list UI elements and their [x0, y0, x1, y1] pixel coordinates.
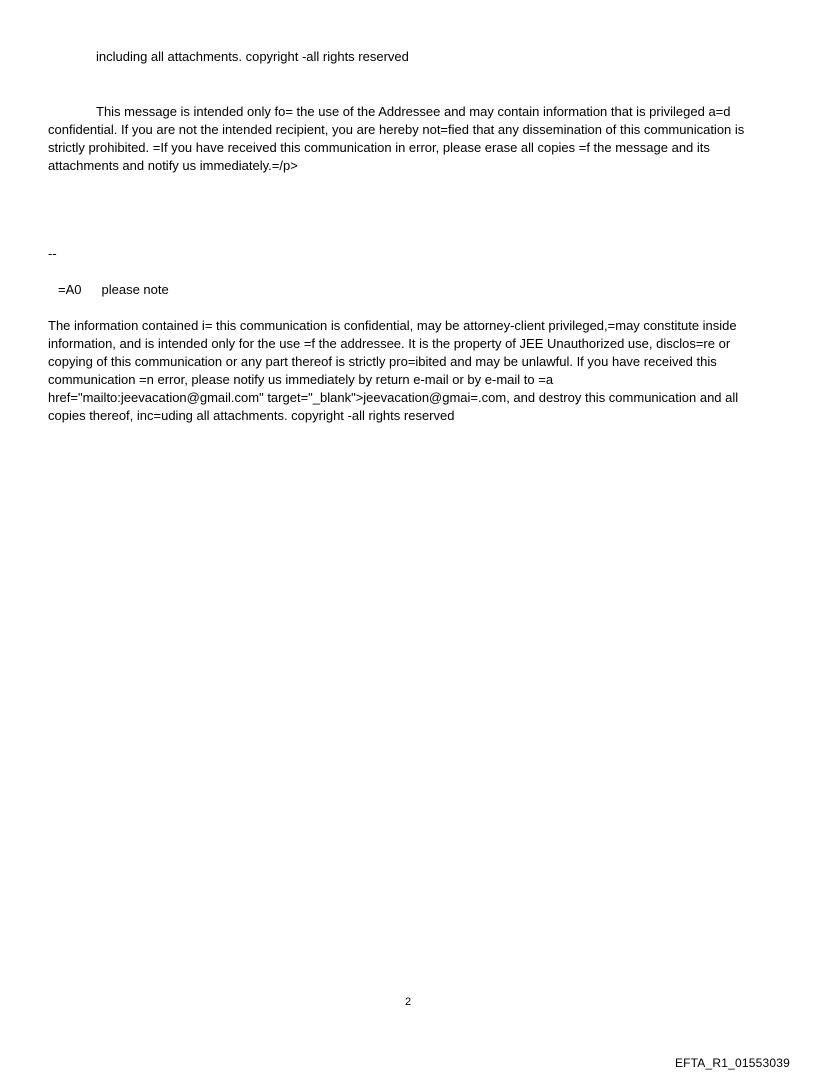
confidentiality-text: This message is intended only fo= the use of the Addressee and may contain information that is privileged a=d confidential. If you are not the intended recipient, you are hereby not=fied that any dissemination of this communication is strictly prohibited. =If you have received this communication in error, please erase all copies =f the message and its attachments and notify us immediately.=/p> [48, 104, 745, 173]
note-label: please note [101, 282, 169, 297]
page-number: 2 [404, 996, 412, 1008]
separator-dashes: -- [48, 246, 57, 261]
bates-identifier: EFTA_R1_01553039 [674, 1056, 790, 1070]
top-line-text: including all attachments. copyright -all rights reserved [96, 49, 409, 64]
note-prefix: =A0 [58, 282, 82, 297]
confidentiality-paragraph [48, 103, 764, 175]
legal-disclaimer-paragraph: The information contained i= this communication is confidential, may be attorney-client privileged,=may constitute inside information, and is intended only for the use =f the addressee. It is the property of JEE Unauthorized use, disclos=re or copying of this communication or any part thereof is strictly pro=ibited and may be unlawful. If you have received this communication =n error, please notify us immediately by return e-mail or by e-mail to =a href="mailto:jeevacation@gmail.com" target="_blank">jeevacation@gmai=.com, and destroy this communication and all copies thereof, inc=uding all attachments. copyright -all rights reserved [48, 318, 739, 423]
note-heading [58, 281, 169, 299]
